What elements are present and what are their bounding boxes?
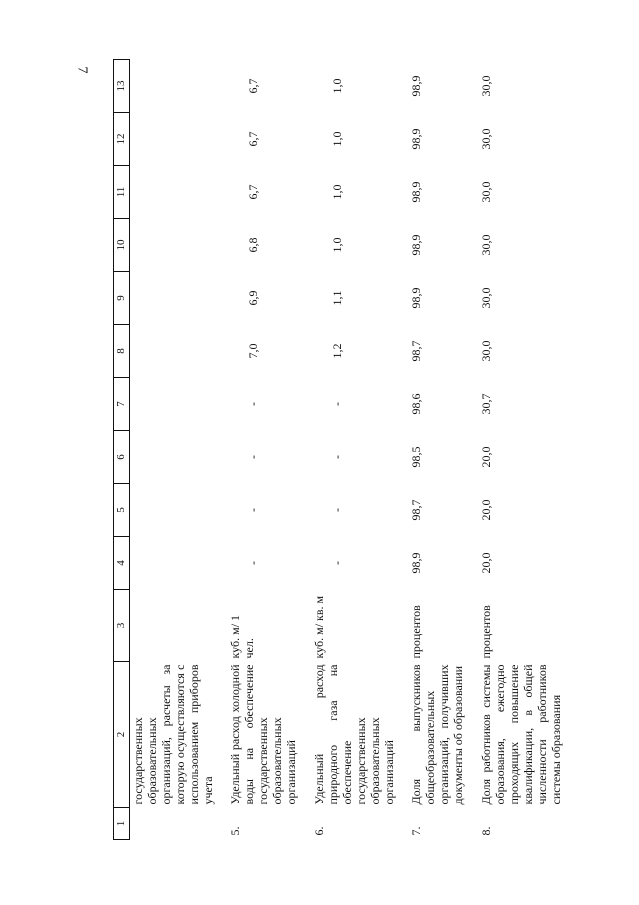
value-cell (130, 484, 218, 537)
value-cell: 98,7 (409, 499, 424, 521)
value-cell: - (246, 561, 261, 565)
value-cell: 30,0 (479, 181, 494, 203)
table-row (130, 60, 218, 840)
value-cell: 1,1 (329, 290, 344, 306)
value-cell: 1,0 (329, 78, 344, 94)
table-row (468, 60, 565, 840)
row-index: 7. (409, 826, 424, 836)
header-cell: 1 (114, 808, 130, 840)
header-cell: 10 (114, 219, 130, 272)
value-cell: 30,0 (479, 340, 494, 362)
indicators-table (113, 59, 565, 840)
value-cell (130, 272, 218, 325)
unit: куб. м/ 1 чел. (228, 614, 257, 659)
value-cell: 6,7 (246, 184, 261, 200)
value-cell (130, 431, 218, 484)
row-index: 6. (311, 826, 326, 836)
value-cell: 1,0 (329, 184, 344, 200)
value-cell: - (329, 561, 344, 565)
header-cell: 12 (114, 113, 130, 166)
value-cell (130, 219, 218, 272)
value-cell: 98,9 (409, 181, 424, 203)
value-cell: 30,0 (479, 234, 494, 256)
value-cell: 30,7 (479, 393, 494, 415)
value-cell: - (329, 455, 344, 459)
value-cell: 6,8 (246, 237, 261, 253)
value-cell: 98,5 (409, 446, 424, 468)
header-cell: 4 (114, 537, 130, 590)
value-cell: 6,9 (246, 290, 261, 306)
header-cell: 7 (114, 378, 130, 431)
value-cell: - (329, 508, 344, 512)
value-cell: 20,0 (479, 446, 494, 468)
value-cell: 98,9 (409, 75, 424, 97)
indicator-name: Удельный расход холодной воды на обеспечение государственных образовательных организаций (228, 664, 299, 805)
row-index: 8. (479, 826, 494, 836)
table-row (301, 60, 398, 840)
value-cell: 30,0 (479, 128, 494, 150)
value-cell: - (329, 402, 344, 406)
header-cell: 8 (114, 325, 130, 378)
value-cell: 1,2 (329, 343, 344, 359)
value-cell (130, 60, 218, 113)
rotated-table-container (113, 60, 633, 840)
value-cell (130, 537, 218, 590)
value-cell: 98,9 (409, 234, 424, 256)
value-cell: - (246, 508, 261, 512)
value-cell: 6,7 (246, 78, 261, 94)
value-cell: 1,0 (329, 237, 344, 253)
row-index: 5. (228, 826, 243, 836)
indicator-name: Доля выпускников общеобразовательных организаций, получивших документы об образовании (409, 664, 466, 805)
header-cell: 6 (114, 431, 130, 484)
value-cell: 98,9 (409, 552, 424, 574)
unit: процентов (479, 605, 494, 659)
value-cell: - (246, 402, 261, 406)
table-row (398, 60, 468, 840)
header-cell: 11 (114, 166, 130, 219)
value-cell (130, 378, 218, 431)
header-cell: 9 (114, 272, 130, 325)
value-cell (130, 325, 218, 378)
column-number-header (114, 60, 130, 840)
row-index (130, 808, 218, 840)
value-cell: 20,0 (479, 499, 494, 521)
value-cell: 20,0 (479, 552, 494, 574)
unit: куб. м/ кв. м (311, 595, 326, 659)
value-cell: 1,0 (329, 131, 344, 147)
unit (130, 590, 218, 662)
page-number: 7 (74, 66, 90, 74)
value-cell: 30,0 (479, 287, 494, 309)
value-cell: 7,0 (246, 343, 261, 359)
indicator-name: Доля работников системы образования, ежегодно проходящих повышение квалификации, в общей численности работников системы образования (479, 664, 563, 805)
header-cell: 3 (114, 590, 130, 662)
table-row (217, 60, 301, 840)
indicator-name: Удельный расход природного газа на обеспечение государственных образовательных организаций (311, 664, 396, 805)
header-cell: 2 (114, 662, 130, 808)
indicator-name: государственных образовательных организаций, расчеты за которую осуществляются с использованием приборов учета (131, 664, 215, 805)
value-cell: 98,7 (409, 340, 424, 362)
value-cell: 98,9 (409, 287, 424, 309)
header-cell: 13 (114, 60, 130, 113)
value-cell (130, 166, 218, 219)
value-cell: - (246, 455, 261, 459)
value-cell: 6,7 (246, 131, 261, 147)
value-cell: 30,0 (479, 75, 494, 97)
header-cell: 5 (114, 484, 130, 537)
value-cell: 98,9 (409, 128, 424, 150)
unit: процентов (409, 605, 424, 659)
value-cell (130, 113, 218, 166)
value-cell: 98,6 (409, 393, 424, 415)
